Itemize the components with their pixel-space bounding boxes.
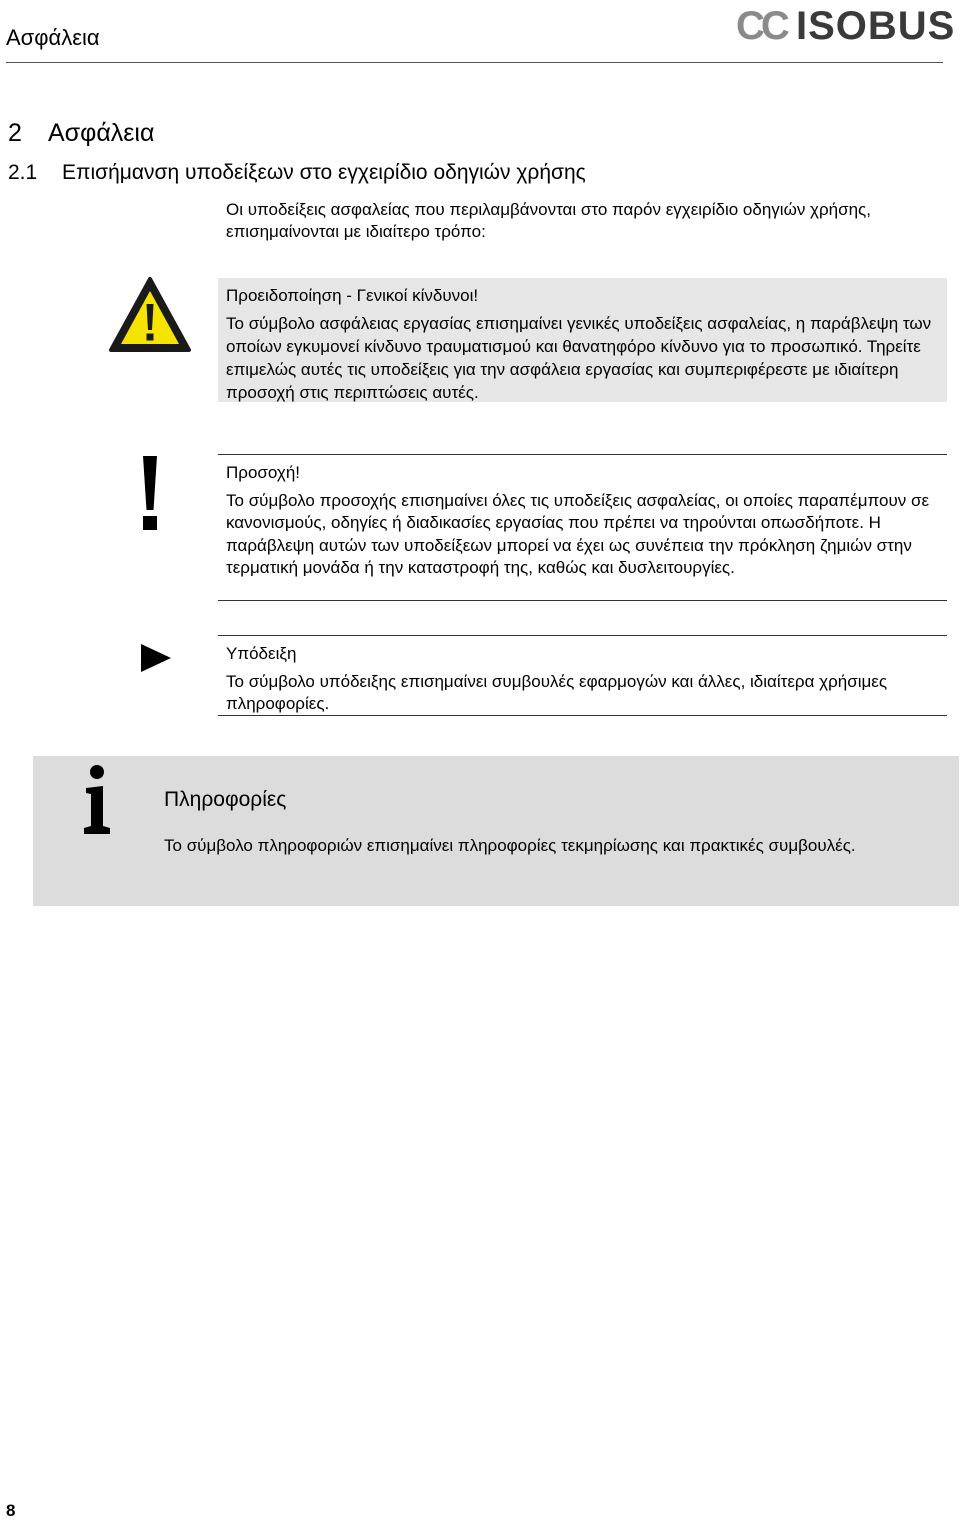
svg-text:CC: CC xyxy=(736,4,786,48)
caution-bottom-rule xyxy=(218,600,947,601)
caution-text: Το σύμβολο προσοχής επισημαίνει όλες τις υποδείξεις ασφαλείας, οι οποίες παραπέμπουν σε κανονισμούς, οδηγίες ή διαδικασίες εργασίας που πρέπει να τηρούνται οπωσδήποτε. Η παράβλεψη αυτών των υποδείξεων μπορεί να έχει ως συνέπεια την πρόκληση ζημιών στην τερματική μονάδα ή την καταστροφή της, καθώς και δυσλειτουργίες. xyxy=(226,491,930,578)
exclamation-icon xyxy=(130,450,170,532)
page-number: 8 xyxy=(6,1501,16,1520)
section-number: 2 xyxy=(8,119,22,147)
note-bottom-rule xyxy=(218,715,947,716)
header-title: Ασφάλεια xyxy=(6,25,100,50)
subsection-number: 2.1 xyxy=(8,161,38,184)
info-box xyxy=(33,756,959,906)
warning-title: Προειδοποίηση - Γενικοί κίνδυνοι! xyxy=(226,286,479,305)
isobus-logo xyxy=(734,2,956,48)
info-icon xyxy=(80,764,114,836)
info-text: Το σύμβολο πληροφοριών επισημαίνει πληροφορίες τεκμηρίωσης και πρακτικές συμβουλές. xyxy=(164,836,856,855)
subsection-heading xyxy=(8,158,586,188)
section-heading xyxy=(8,116,154,150)
info-title: Πληροφορίες xyxy=(164,788,287,811)
intro-paragraph: Οι υποδείξεις ασφαλείας που περιλαμβάνονται στο παρόν εγχειρίδιο οδηγιών χρήσης, επισημαίνονται με ιδιαίτερο τρόπο: xyxy=(226,200,871,241)
caution-title: Προσοχή! xyxy=(226,463,300,482)
note-title: Υπόδειξη xyxy=(226,644,297,663)
note-text: Το σύμβολο υπόδειξης επισημαίνει συμβουλές εφαρμογών και άλλες, ιδιαίτερα χρήσιμες πληροφορίες. xyxy=(226,672,888,713)
section-title: Ασφάλεια xyxy=(48,119,155,147)
caution-top-rule xyxy=(218,454,947,455)
subsection-title: Επισήμανση υποδείξεων στο εγχειρίδιο οδηγιών χρήσης xyxy=(62,161,586,184)
note-top-rule xyxy=(218,635,947,636)
arrow-right-icon xyxy=(140,642,172,674)
warning-triangle-icon xyxy=(108,276,192,354)
warning-text: Το σύμβολο ασφάλειας εργασίας επισημαίνει γενικές υποδείξεις ασφαλείας, η παράβλεψη των οποίων εγκυμονεί κίνδυνο τραυματισμού και θανατηφόρο κίνδυνο για το προσωπικό. Τηρείτε επιμελώς αυτές τις υποδείξεις για την ασφάλεια εργασίας και συμπεριφέρεστε με ιδιαίτερη προσοχή στις περιπτώσεις αυτές. xyxy=(226,314,932,402)
header-divider xyxy=(6,62,943,63)
svg-text:ISOBUS: ISOBUS xyxy=(796,4,956,48)
